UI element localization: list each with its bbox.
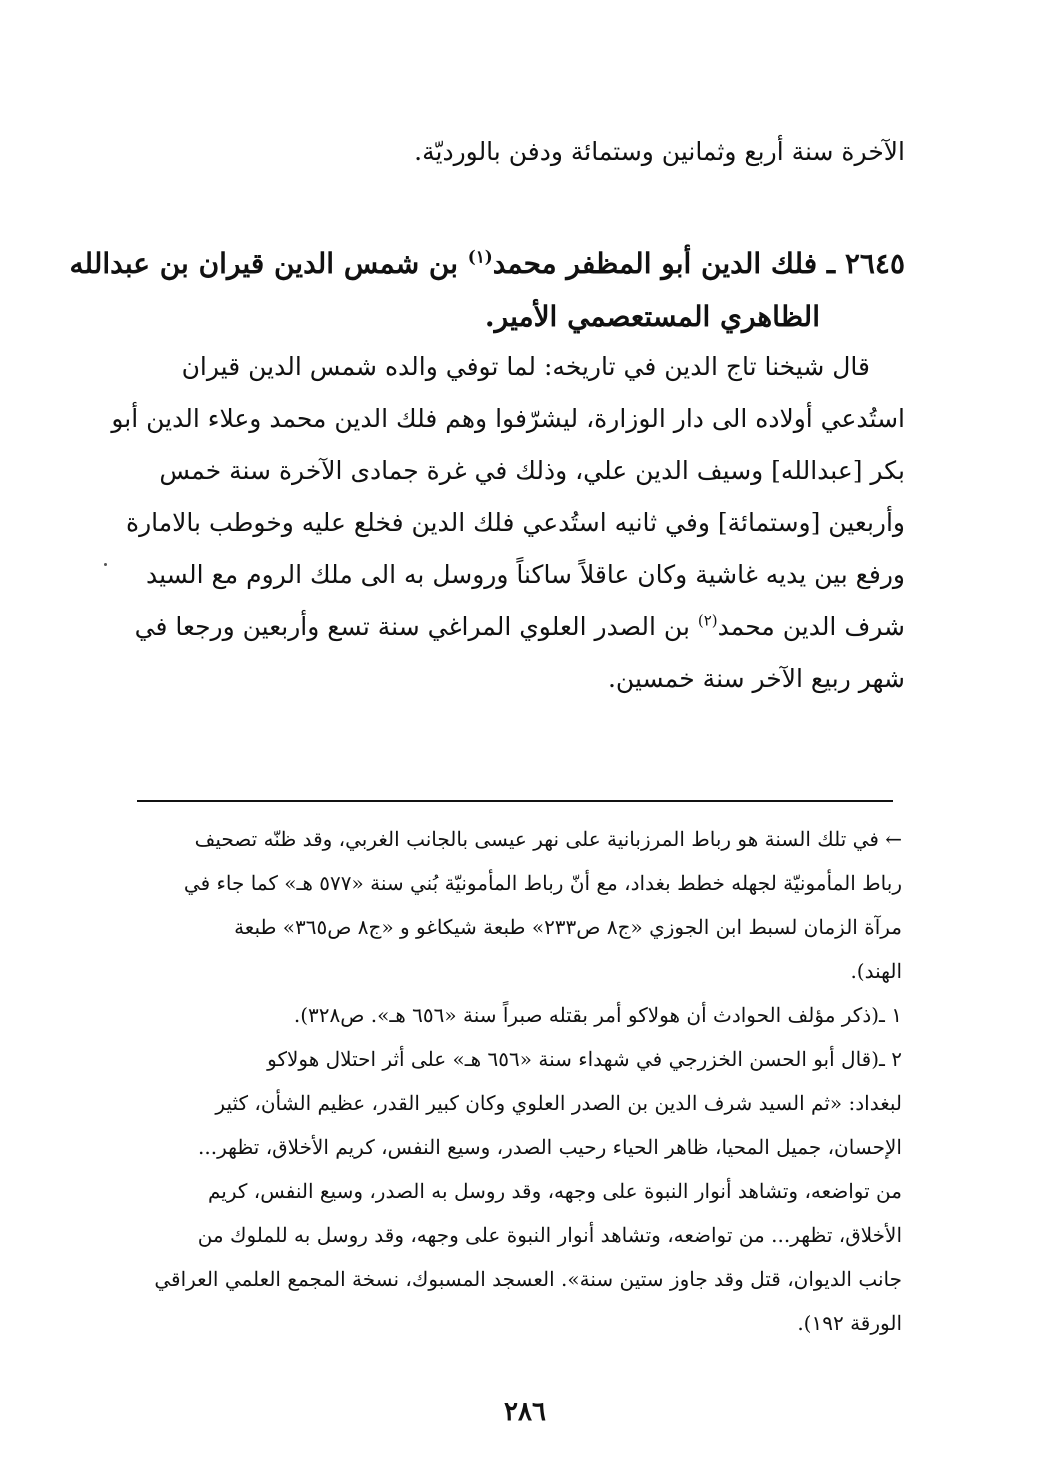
body-line-7: شهر ربيع الآخر سنة خمسين. (607, 664, 905, 693)
footnote-ref-1: (١) (467, 246, 493, 267)
footnote-2-line-5: الأخلاق، تظهر... من تواضعه، وتشاهد أنوار النبوة على وجهه، وقد روسل به للملوك من (197, 1223, 902, 1247)
entry-heading-line-2: الظاهري المستعصمي الأمير. (484, 300, 820, 333)
page-number: ٢٨٦ (504, 1397, 546, 1427)
body-line-2: استُدعي أولاده الى دار الوزارة، ليشرّفوا وهم فلك الدين محمد وعلاء الدين أبو (111, 404, 905, 433)
footnote-line-3: مرآة الزمان لسبط ابن الجوزي «ج٨ ص٢٣٣» طبعة شيكاغو و «ج٨ ص٣٦٥» طبعة (234, 915, 902, 939)
footnote-1: ١ ـ(ذكر مؤلف الحوادث أن هولاكو أمر بقتله صبراً سنة «٦٥٦ هـ». ص٣٢٨). (293, 1003, 902, 1027)
footnote-separator (137, 800, 893, 802)
footnote-2-line-6: جانب الديوان، قتل وقد جاوز ستين سنة». العسجد المسبوك، نسخة المجمع العلمي العراقي (154, 1267, 902, 1291)
entry-name-after: بن شمس الدين قيران بن عبدالله (69, 247, 468, 280)
footnote-2-line-4: من تواضعه، وتشاهد أنوار النبوة على وجهه، وقد روسل به الصدر، وسيع النفس، كريم (207, 1179, 902, 1203)
top-text-line: الآخرة سنة أربع وثمانين وستمائة ودفن بالورديّة. (414, 137, 905, 166)
entry-number: ٢٦٤٥ (844, 247, 905, 280)
entry-dash: ـ (817, 247, 836, 280)
footnote-ref-2: (٢) (697, 611, 718, 630)
footnote-2-line-3: الإحسان، جميل المحيا، ظاهر الحياء رحيب الصدر، وسيع النفس، كريم الأخلاق، تظهر... (198, 1135, 902, 1159)
entry-name-before: فلك الدين أبو المظفر محمد (492, 247, 818, 280)
body-line-1: قال شيخنا تاج الدين في تاريخه: لما توفي والده شمس الدين قيران (181, 352, 870, 381)
body-line-3: بكر [عبدالله] وسيف الدين علي، وذلك في غرة جمادى الآخرة سنة خمس (159, 456, 905, 485)
entry-heading-line-1 (69, 242, 905, 286)
footnote-2-line-2: لبغداد: «ثم السيد شرف الدين بن الصدر العلوي وكان كبير القدر، عظيم الشأن، كثير (215, 1091, 902, 1115)
body-line-5: ورفع بين يديه غاشية وكان عاقلاً ساكناً وروسل به الى ملك الروم مع السيد (146, 560, 905, 589)
footnote-line-4: الهند). (850, 959, 902, 983)
footnote-line-1: ← في تلك السنة هو رباط المرزبانية على نهر عيسى بالجانب الغربي، وقد ظنّه تصحيف (194, 827, 902, 851)
footnote-line-2: رباط المأمونيّة لجهله خطط بغداد، مع أنّ رباط المأمونيّة بُني سنة «٥٧٧ هـ» كما جاء في (183, 871, 902, 895)
footnote-2-line-1: ٢ ـ(قال أبو الحسن الخزرجي في شهداء سنة «٦٥٦ هـ» على أثر احتلال هولاكو (267, 1047, 902, 1071)
body-line-6 (135, 607, 905, 647)
body-line-4: وأربعين [وستمائة] وفي ثانيه استُدعي فلك الدين فخلع عليه وخوطب بالامارة (126, 508, 905, 537)
stray-mark (104, 563, 107, 566)
footnote-2-line-7: الورقة ١٩٢). (797, 1311, 902, 1335)
body-line-6-after: بن الصدر العلوي المراغي سنة تسع وأربعين ورجعا في (134, 612, 698, 641)
body-line-6-before: شرف الدين محمد (717, 612, 905, 641)
